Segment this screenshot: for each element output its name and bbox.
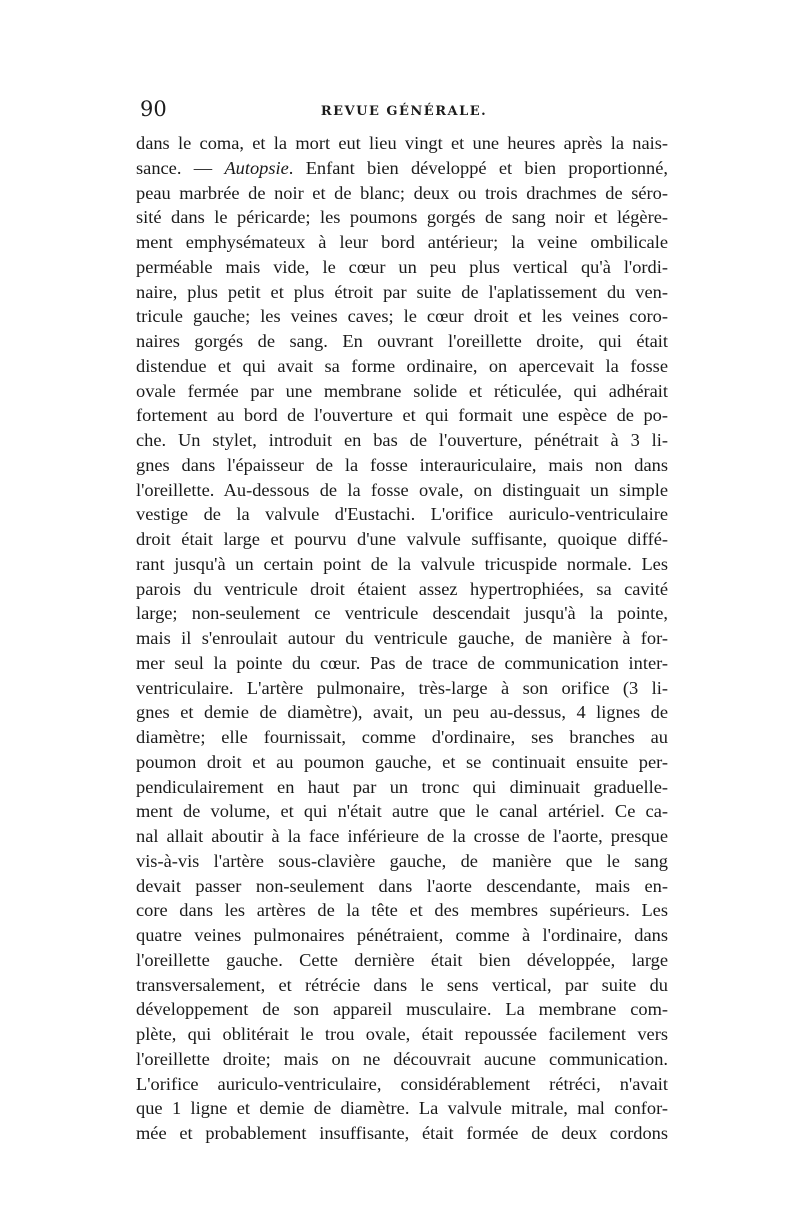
text-line: dans le coma, et la mort eut lieu vingt et une heures après la nais-	[136, 133, 668, 153]
text-line: gnes dans l'épaisseur de la fosse interauriculaire, mais non dans	[136, 454, 668, 475]
text-line: ovale fermée par une membrane solide et réticulée, qui adhérait	[136, 380, 668, 401]
text-line: perméable mais vide, le cœur un peu plus vertical qu'à l'ordi-	[136, 256, 668, 277]
text-line: tricule gauche; les veines caves; le cœur droit et les veines coro-	[136, 306, 668, 327]
page-number: 90	[140, 97, 167, 121]
text-line: rant jusqu'à un certain point de la valvule tricuspide normale. Les	[136, 553, 668, 574]
text-line: naires gorgés de sang. En ouvrant l'oreillette droite, qui était	[136, 331, 668, 351]
page-header	[140, 97, 668, 127]
text-line: sance. — Autopsie. Enfant bien développé et bien proportionné,	[136, 157, 668, 178]
body-text	[136, 131, 668, 1146]
text-line: gnes et demie de diamètre), avait, un peu au-dessus, 4 lignes de	[136, 702, 668, 723]
text-line: l'oreillette gauche. Cette dernière était bien développée, large	[136, 949, 668, 970]
text-line: che. Un stylet, introduit en bas de l'ouverture, pénétrait à 3 li-	[136, 430, 668, 450]
text-line: mais il s'enroulait autour du ventricule gauche, de manière à for-	[136, 628, 668, 648]
text-line: vestige de la valvule d'Eustachi. L'orifice auriculo-ventriculaire	[136, 504, 668, 525]
text-line: l'oreillette droite; mais on ne découvrait aucune communication.	[136, 1048, 668, 1069]
text-line: développement de son appareil musculaire. La membrane com-	[136, 999, 668, 1020]
text-line: parois du ventricule droit étaient assez hypertrophiées, sa cavité	[136, 578, 668, 599]
text-line: large; non-seulement ce ventricule descendait jusqu'à la pointe,	[136, 603, 668, 624]
text-line: mer seul la pointe du cœur. Pas de trace de communication inter-	[136, 652, 668, 673]
text-line: l'oreillette. Au-dessous de la fosse ovale, on distinguait un simple	[136, 479, 668, 500]
text-line: distendue et qui avait sa forme ordinaire, on apercevait la fosse	[136, 355, 668, 376]
text-line: ment de volume, et qui n'était autre que le canal artériel. Ce ca-	[136, 801, 668, 822]
text-line: L'orifice auriculo-ventriculaire, considérablement rétréci, n'avait	[136, 1073, 668, 1094]
text-line: poumon droit et au poumon gauche, et se continuait ensuite per-	[136, 751, 668, 772]
text-line: core dans les artères de la tête et des membres supérieurs. Les	[136, 900, 668, 921]
text-line: devait passer non-seulement dans l'aorte descendante, mais en-	[136, 875, 668, 896]
italic-term: Autopsie	[224, 157, 289, 178]
text-line: diamètre; elle fournissait, comme d'ordinaire, ses branches au	[136, 727, 668, 747]
text-line: pendiculairement en haut par un tronc qui diminuait graduelle-	[136, 776, 668, 797]
text-line: plète, qui oblitérait le trou ovale, était repoussée facilement vers	[136, 1024, 668, 1044]
text-line: naire, plus petit et plus étroit par suite de l'aplatissement du ven-	[136, 281, 668, 302]
text-line: ventriculaire. L'artère pulmonaire, très-large à son orifice (3 li-	[136, 677, 668, 698]
text-line: peau marbrée de noir et de blanc; deux ou trois drachmes de séro-	[136, 182, 668, 203]
text-line: fortement au bord de l'ouverture et qui formait une espèce de po-	[136, 405, 668, 426]
text-line: quatre veines pulmonaires pénétraient, comme à l'ordinaire, dans	[136, 925, 668, 945]
text-line: transversalement, et rétrécie dans le sens vertical, par suite du	[136, 974, 668, 995]
text-line: droit était large et pourvu d'une valvule suffisante, quoique diffé-	[136, 529, 668, 549]
text-line: mée et probablement insuffisante, était formée de deux cordons	[136, 1123, 668, 1143]
text-line: vis-à-vis l'artère sous-clavière gauche, de manière que le sang	[136, 850, 668, 871]
running-title: REVUE GÉNÉRALE.	[320, 104, 488, 119]
text-line: nal allait aboutir à la face inférieure de la crosse de l'aorte, presque	[136, 826, 668, 846]
text-line: ment emphysémateux à leur bord antérieur; la veine ombilicale	[136, 232, 668, 252]
text-line: sité dans le péricarde; les poumons gorgés de sang noir et légère-	[136, 207, 668, 228]
text-line: que 1 ligne et demie de diamètre. La valvule mitrale, mal confor-	[136, 1098, 668, 1119]
